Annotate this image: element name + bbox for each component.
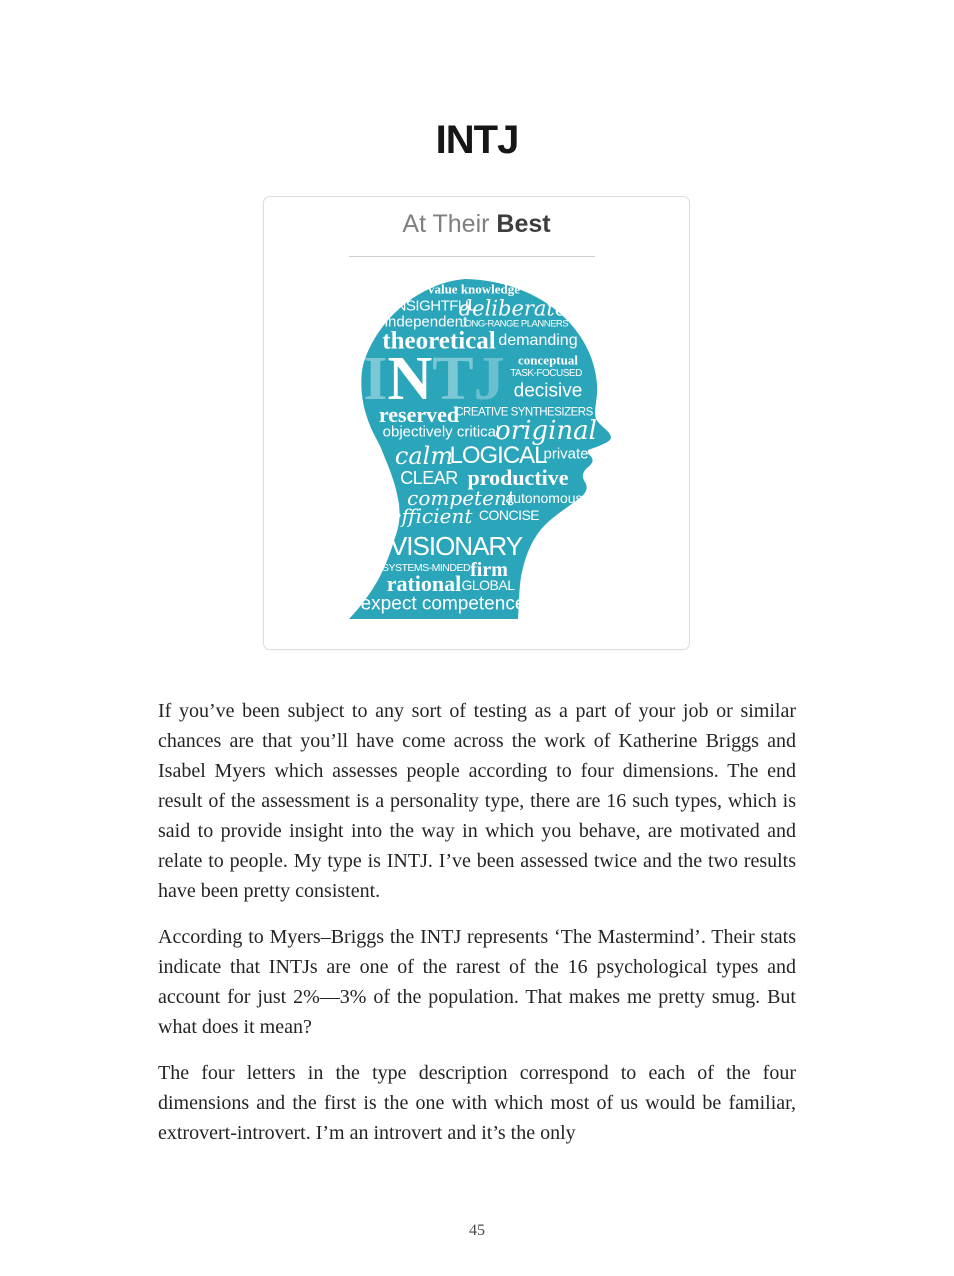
intj-letter: N xyxy=(387,345,433,413)
wordcloud-word: SYSTEMS-MINDED xyxy=(381,561,471,574)
wordcloud-word: INSIGHTFUL xyxy=(391,297,477,315)
wordcloud-word: autonomous xyxy=(505,490,583,506)
wordcloud-word: efficient xyxy=(389,504,473,528)
wordcloud-word: decisive xyxy=(513,380,583,402)
wordcloud-word: expect competence xyxy=(360,593,526,615)
paragraph: According to Myers–Briggs the INTJ represents ‘The Mastermind’. Their stats indicate that INTJs are one of the rarest of the 16 psychological types and account for just 2%—3% of the population. That makes me pretty smug. But what does it mean? xyxy=(158,926,796,1038)
page-title: INTJ xyxy=(435,118,519,162)
intj-best-card xyxy=(263,196,690,650)
intj-watermark xyxy=(363,345,505,413)
wordcloud-word: LONG-RANGE PLANNERS xyxy=(459,318,569,330)
wordcloud-word: CLEAR xyxy=(400,468,458,488)
intj-letter: T xyxy=(432,345,474,413)
paragraph: The four letters in the type description correspond to each of the four dimensions and the first is the one with which most of us would be familiar, extrovert-introvert. I’m an introvert and it’s the only xyxy=(158,1062,796,1144)
wordcloud-word: productive xyxy=(467,465,569,490)
wordcloud-word: deliberate xyxy=(458,296,568,321)
body-text xyxy=(158,696,796,1164)
wordcloud-word: objectively critical xyxy=(382,423,500,441)
head-wordcloud xyxy=(349,279,613,619)
wordcloud-word: original xyxy=(495,416,597,446)
card-heading xyxy=(264,210,689,239)
card-heading-bold: Best xyxy=(496,210,551,238)
wordcloud-word: TASK-FOCUSED xyxy=(510,368,582,379)
wordcloud-word: calm xyxy=(394,442,454,470)
wordcloud-word: independent xyxy=(384,313,468,331)
wordcloud-word: firm xyxy=(470,559,508,581)
wordcloud-word: LOGICAL xyxy=(449,442,547,469)
wordcloud-word: value knowledge xyxy=(427,281,521,297)
wordcloud-word: rational xyxy=(386,571,462,596)
wordcloud-word: theoretical xyxy=(382,327,496,355)
wordcloud-word: reserved xyxy=(378,402,460,427)
wordcloud-word: private xyxy=(543,445,589,463)
page-number: 45 xyxy=(469,1222,485,1239)
wordcloud-word: demanding xyxy=(498,332,578,349)
intj-letter: I xyxy=(363,345,388,413)
card-heading-light: At Their xyxy=(402,210,497,238)
wordcloud-word: CONCISE xyxy=(478,507,540,523)
wordcloud-word: conceptual xyxy=(518,352,578,368)
paragraph: If you’ve been subject to any sort of testing as a part of your job or similar chances are that you’ll have come across the work of Katherine Briggs and Isabel Myers which assesses people according to four dimensions. The end result of the assessment is a personality type, there are 16 such types, which is said to provide insight into the way in which you behave, are motivated and relate to people. My type is INTJ. I’ve been assessed twice and the two results have been pretty consistent. xyxy=(158,700,796,902)
wordcloud-word: GLOBAL xyxy=(461,577,515,593)
wordcloud-word: CREATIVE SYNTHESIZERS xyxy=(455,406,593,419)
wordcloud-word: VISIONARY xyxy=(389,531,523,561)
wordcloud-word: competent xyxy=(407,486,515,510)
intj-letter: J xyxy=(473,345,505,413)
heading-divider xyxy=(349,256,595,257)
